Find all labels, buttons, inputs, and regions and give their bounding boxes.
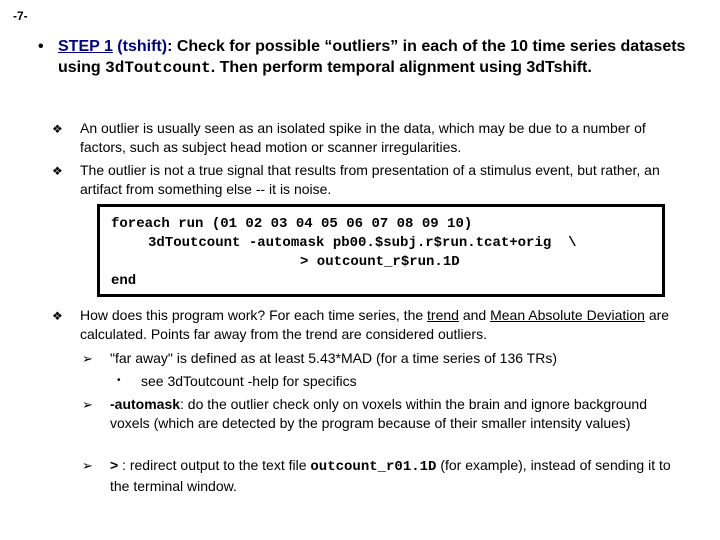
diamond-bullet-icon: ❖ (52, 122, 63, 136)
step-colon: : (167, 38, 173, 55)
step-bullet: • (38, 38, 44, 55)
code-block (97, 204, 665, 297)
note-1-text: An outlier is usually seen as an isolated spike in the data, which may be due to a number of factors, such as subject head motion or scanner irregularities. (80, 120, 646, 155)
sub-point-redirect (82, 456, 680, 496)
how-and: and (458, 307, 491, 323)
sub-point-far-away (82, 349, 680, 368)
note-outlier-noise (52, 161, 680, 199)
note-how-it-works (52, 306, 680, 344)
automask-label: -automask (110, 396, 181, 412)
note-outlier-spike (52, 119, 680, 157)
code-line-4: end (111, 273, 137, 289)
how-pre: How does this program work? For each time series, the (80, 307, 428, 323)
see-help-text: see 3dToutcount -help for specifics (141, 373, 357, 389)
arrow-bullet-icon: ➢ (82, 397, 93, 412)
step-code: 3dToutcount (105, 59, 211, 77)
how-post: are calculated. Points far away from the trend are considered outliers. (80, 307, 670, 342)
arrow-bullet-icon: ➢ (82, 458, 93, 473)
code-line-3: > outcount_r$run.1D (300, 254, 460, 270)
step-label-link[interactable]: STEP 1 (58, 38, 113, 55)
trend-link[interactable]: trend (427, 307, 459, 323)
diamond-bullet-icon: ❖ (52, 164, 63, 178)
redirect-text-2: (for example), instead of sending it to the terminal window. (110, 457, 671, 494)
step-paren: (tshift) (117, 38, 168, 55)
dot-bullet-icon: • (117, 375, 121, 386)
code-line-2: 3dToutcount -automask pb00.$subj.r$run.tcat+orig \ (148, 235, 577, 251)
sub-point-automask (82, 395, 680, 433)
redirect-label: > (110, 457, 119, 473)
slide-number: -7- (13, 9, 28, 23)
code-line-1: foreach run (01 02 03 04 05 06 07 08 09 10) (111, 216, 473, 232)
mad-link[interactable]: Mean Absolute Deviation (490, 307, 645, 323)
redirect-code: outcount_r01.1D (310, 459, 437, 475)
arrow-bullet-icon: ➢ (82, 351, 93, 366)
automask-text: : do the outlier check only on voxels within the brain and ignore background voxels (which are detected by the program because of their smaller intensity values) (110, 396, 647, 431)
step-text-2: . Then perform temporal alignment using 3dTshift. (210, 59, 592, 76)
diamond-bullet-icon: ❖ (52, 309, 63, 323)
note-2-text: The outlier is not a true signal that results from presentation of a stimulus event, but rather, an artifact from something else -- it is noise. (80, 162, 660, 197)
far-away-text: "far away" is defined as at least 5.43*MAD (for a time series of 136 TRs) (110, 350, 557, 366)
sub-sub-point-help (117, 372, 661, 391)
step-text-1: Check for possible “outliers” in each of the 10 time series datasets using (58, 38, 686, 76)
redirect-text-1: : redirect output to the text file (118, 457, 311, 473)
